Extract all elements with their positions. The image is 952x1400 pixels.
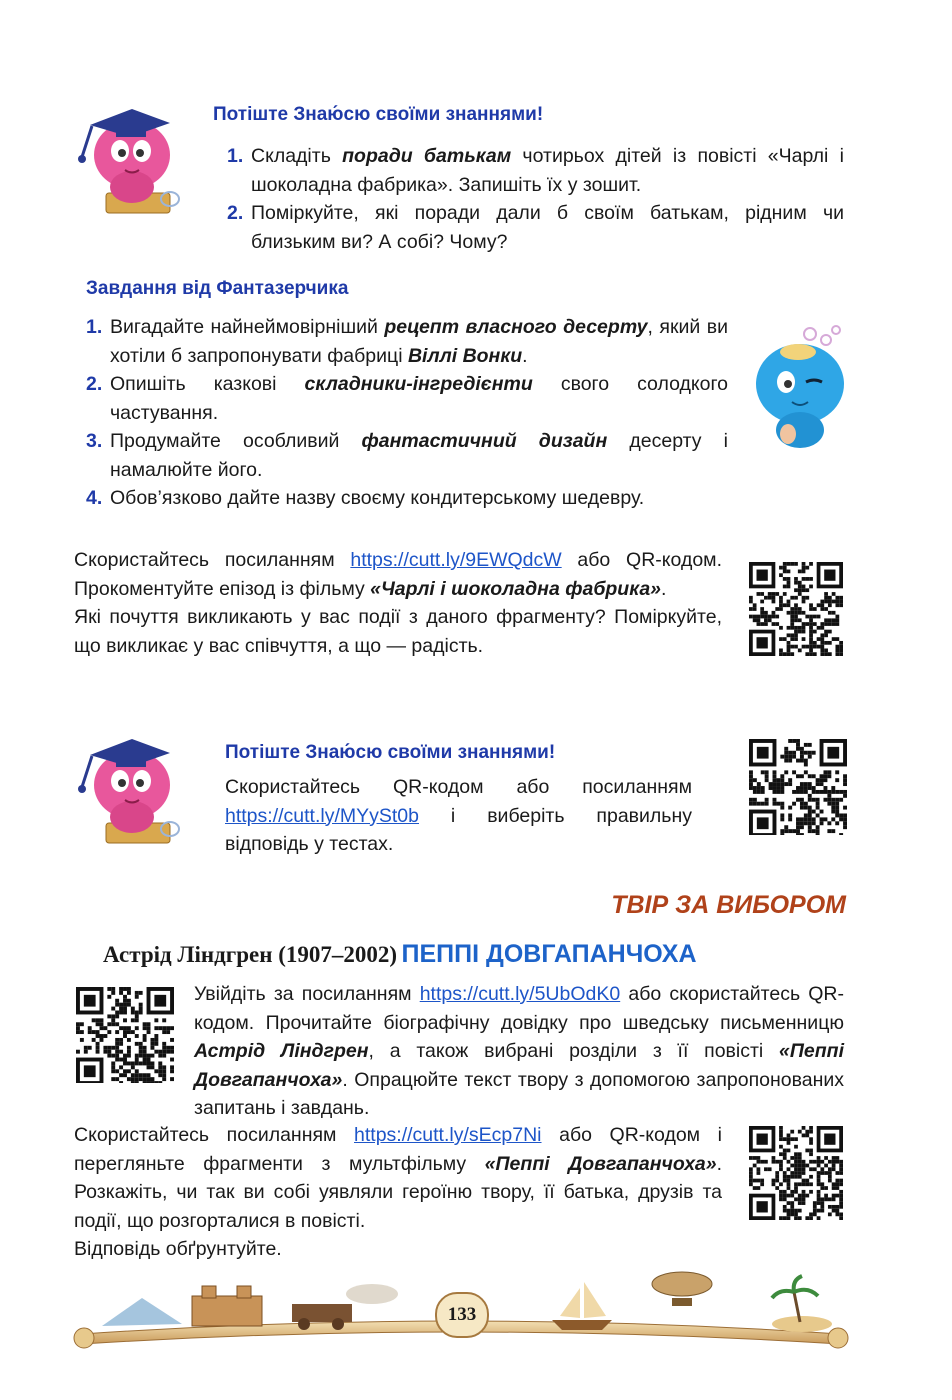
link-tests[interactable]: https://cutt.ly/MYySt0b [225, 804, 419, 827]
block6-text: Скористайтесь посиланням https://cutt.ly/sEcp7Ni або QR-кодом і перегляньте фрагменти з мультфільму «Пеппі Довгапанчоха». Розкажіть, чи так ви собі уявляли героїню твору, її батька, друзів та події, що розгорталися в повісті. Відповідь обґрунтуйте. [74, 1121, 722, 1264]
block1-list [227, 142, 844, 256]
list-item: 4. Обов’язково дайте назву своєму кондитерському шедевру. [86, 487, 645, 509]
block2-heading: Завдання від Фантазерчика [86, 278, 349, 299]
block1-heading: Потіште Знаю́сю своїми знаннями! [213, 104, 544, 125]
list-item: 1. Вигадайте найнеймовірніший рецепт власного десерту, який ви хотіли б запропонувати фабриці Віллі Вонки. [86, 316, 728, 367]
block2-list [86, 313, 728, 513]
qr-code[interactable] [749, 562, 843, 656]
list-item: 2. Опишіть казкові складники-інгредієнти свого солодкого частування. [86, 373, 728, 424]
story-title: ПЕППІ ДОВГАПАНЧОХА [401, 940, 697, 968]
znayusya-mascot-top [70, 95, 190, 220]
list-item: 1. Складіть поради батькам чотирьох дітей із повісті «Чарлі і шоколадна фабрика». Запишіть їх у зошит. [227, 145, 844, 196]
block3-para2: Які почуття викликають у вас події з даного фрагменту? Поміркуйте, що викликає у вас співчуття, а що — радість. [74, 606, 722, 657]
list-item: 3. Продумайте особливий фантастичний дизайн десерту і намалюйте його. [86, 430, 728, 481]
block4-heading: Потіште Знаю́сю своїми знаннями! [225, 742, 556, 763]
fantazerchyk-mascot [748, 322, 858, 452]
author-name: Астрід Ліндгрен (1907–2002) [103, 942, 398, 967]
block3-text: Скористайтесь посиланням https://cutt.ly/9EWQdcW або QR-кодом. Прокоментуйте епізод із фільму «Чарлі і шоколадна фабрика». Які почуття викликають у вас події з даного фрагменту? Поміркуйте, що викликає у вас співчуття, а що — радість. [74, 546, 722, 660]
author-title-line [103, 940, 697, 969]
section-title: ТВІР ЗА ВИБОРОМ [611, 891, 846, 919]
page-number-badge [435, 1292, 489, 1338]
link-cartoon[interactable]: https://cutt.ly/sEcp7Ni [354, 1124, 542, 1146]
page-number: 133 [447, 1304, 477, 1325]
qr-code[interactable] [76, 987, 174, 1083]
qr-code[interactable] [749, 739, 847, 835]
znayusya-mascot-middle [70, 725, 190, 850]
block6-para2: Відповідь обґрунтуйте. [74, 1238, 282, 1260]
block4-text: Скористайтесь QR-кодом або посиланням https://cutt.ly/MYySt0b і виберіть правильну відповідь у тестах. [225, 776, 692, 855]
link-biography[interactable]: https://cutt.ly/5UbOdK0 [419, 983, 621, 1005]
block5-text: Увійдіть за посиланням https://cutt.ly/5UbOdK0 або скористайтесь QR-кодом. Прочитайте біографічну довідку про шведську письменницю Астрід Ліндгрен, а також вибрані розділи з її повісті «Пеппі Довгапанчоха». Опрацюйте текст твору з допомогою запропонованих запитань і завдань. [194, 983, 844, 1119]
link-charlie-film[interactable]: https://cutt.ly/9EWQdcW [350, 549, 562, 571]
qr-code[interactable] [749, 1126, 843, 1220]
list-item: 2. Поміркуйте, які поради дали б своїм батькам, рідним чи близьким ви? А собі? Чому? [227, 202, 844, 253]
